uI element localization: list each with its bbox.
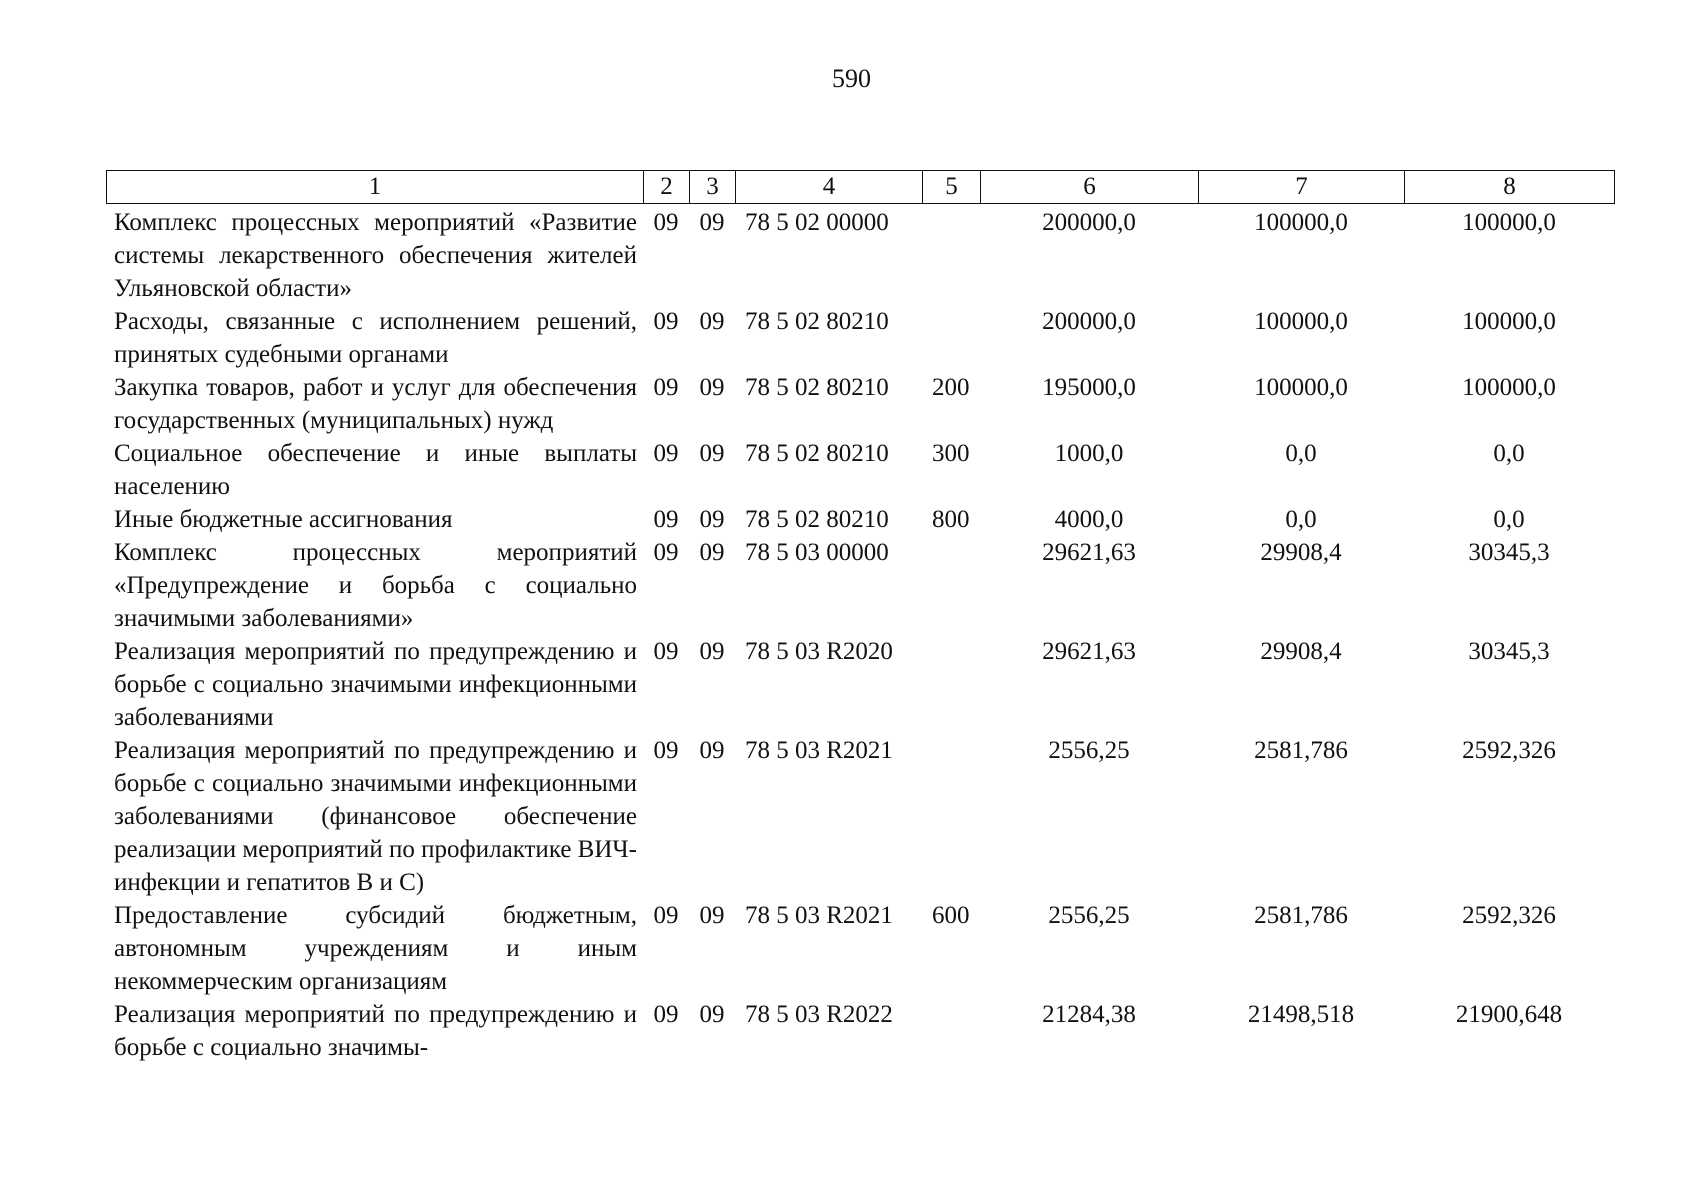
table-row	[106, 899, 1614, 998]
table-row	[106, 437, 1614, 503]
row-section: 09	[653, 440, 679, 467]
table-row	[106, 206, 1614, 305]
row-target-article: 78 5 03 R2021	[745, 902, 893, 929]
row-amount-col-6: 21284,38	[1042, 1001, 1136, 1028]
row-subsection: 09	[699, 638, 725, 665]
row-amount-col-8: 100000,0	[1462, 374, 1556, 401]
row-expense-type	[922, 998, 980, 1064]
row-name: Реализация мероприятий по предупреждению и борьбе с социально значимы-	[114, 1001, 637, 1061]
row-expense-type: 200	[932, 374, 970, 401]
row-target-article: 78 5 02 00000	[745, 209, 889, 236]
row-section: 09	[653, 506, 679, 533]
row-name: Иные бюджетные ассигнования	[114, 506, 453, 533]
table-row	[106, 734, 1614, 899]
table-row	[106, 305, 1614, 371]
row-expense-type	[922, 536, 980, 635]
row-amount-col-6: 29621,63	[1042, 539, 1136, 566]
row-subsection: 09	[699, 209, 725, 236]
row-section: 09	[653, 209, 679, 236]
row-subsection: 09	[699, 440, 725, 467]
header-col-2: 2	[644, 171, 690, 204]
row-amount-col-7: 2581,786	[1254, 737, 1348, 764]
page-number: 590	[832, 64, 871, 93]
row-subsection: 09	[699, 902, 725, 929]
header-col-1: 1	[107, 171, 644, 204]
header-col-8: 8	[1405, 171, 1615, 204]
row-section: 09	[653, 737, 679, 764]
column-header-table	[106, 170, 1615, 204]
row-target-article: 78 5 03 R2022	[745, 1001, 893, 1028]
table-row	[106, 503, 1614, 536]
row-expense-type	[922, 206, 980, 305]
table-body	[106, 206, 1614, 1064]
header-col-4: 4	[736, 171, 923, 204]
row-amount-col-8: 0,0	[1493, 440, 1525, 467]
row-amount-col-8: 2592,326	[1462, 737, 1556, 764]
row-target-article: 78 5 02 80210	[745, 440, 889, 467]
row-amount-col-6: 2556,25	[1048, 737, 1130, 764]
row-subsection: 09	[699, 506, 725, 533]
row-section: 09	[653, 374, 679, 401]
row-target-article: 78 5 03 R2020	[745, 638, 893, 665]
row-section: 09	[653, 638, 679, 665]
row-section: 09	[653, 902, 679, 929]
table-row	[106, 371, 1614, 437]
header-col-7: 7	[1199, 171, 1405, 204]
row-amount-col-8: 30345,3	[1468, 638, 1550, 665]
header-col-3: 3	[690, 171, 736, 204]
row-subsection: 09	[699, 539, 725, 566]
row-expense-type: 600	[932, 902, 970, 929]
row-expense-type	[922, 635, 980, 734]
row-amount-col-8: 0,0	[1493, 506, 1525, 533]
row-amount-col-7: 0,0	[1285, 440, 1317, 467]
row-subsection: 09	[699, 1001, 725, 1028]
row-name: Расходы, связанные с исполнением решений, принятых судебными органами	[114, 308, 637, 368]
row-subsection: 09	[699, 374, 725, 401]
row-amount-col-7: 29908,4	[1260, 539, 1342, 566]
row-name: Социальное обеспечение и иные выплаты населению	[114, 440, 637, 500]
row-expense-type	[922, 734, 980, 899]
row-target-article: 78 5 03 R2021	[745, 737, 893, 764]
row-amount-col-6: 200000,0	[1042, 209, 1136, 236]
row-amount-col-7: 100000,0	[1254, 308, 1348, 335]
row-amount-col-7: 29908,4	[1260, 638, 1342, 665]
header-col-5: 5	[923, 171, 981, 204]
table-row	[106, 998, 1614, 1064]
row-section: 09	[653, 539, 679, 566]
row-subsection: 09	[699, 737, 725, 764]
row-amount-col-6: 1000,0	[1054, 440, 1124, 467]
row-subsection: 09	[699, 308, 725, 335]
row-amount-col-8: 100000,0	[1462, 308, 1556, 335]
table-row	[106, 536, 1614, 635]
row-target-article: 78 5 02 80210	[745, 374, 889, 401]
row-amount-col-6: 29621,63	[1042, 638, 1136, 665]
header-col-6: 6	[981, 171, 1199, 204]
row-amount-col-7: 100000,0	[1254, 374, 1348, 401]
row-target-article: 78 5 02 80210	[745, 308, 889, 335]
row-name: Закупка товаров, работ и услуг для обеспечения государственных (муниципальных) нужд	[114, 374, 637, 434]
row-name: Комплекс процессных мероприятий «Предупреждение и борьба с социально значимыми заболеваниями»	[114, 539, 637, 632]
table-row	[106, 635, 1614, 734]
row-amount-col-6: 200000,0	[1042, 308, 1136, 335]
budget-table	[106, 206, 1614, 1064]
row-amount-col-8: 100000,0	[1462, 209, 1556, 236]
row-amount-col-6: 195000,0	[1042, 374, 1136, 401]
row-amount-col-6: 4000,0	[1054, 506, 1124, 533]
row-amount-col-8: 2592,326	[1462, 902, 1556, 929]
row-target-article: 78 5 03 00000	[745, 539, 889, 566]
row-expense-type: 300	[932, 440, 970, 467]
row-expense-type	[922, 305, 980, 371]
row-expense-type: 800	[932, 506, 970, 533]
row-section: 09	[653, 308, 679, 335]
row-target-article: 78 5 02 80210	[745, 506, 889, 533]
row-amount-col-8: 30345,3	[1468, 539, 1550, 566]
row-amount-col-7: 21498,518	[1247, 1001, 1355, 1028]
row-name: Комплекс процессных мероприятий «Развитие системы лекарственного обеспечения жителей Ульяновской области»	[114, 209, 637, 302]
row-name: Предоставление субсидий бюджетным, автономным учреждениям и иным некоммерческим организациям	[114, 902, 637, 995]
row-amount-col-7: 2581,786	[1254, 902, 1348, 929]
row-name: Реализация мероприятий по предупреждению и борьбе с социально значимыми инфекционными заболеваниями	[114, 638, 637, 731]
row-section: 09	[653, 1001, 679, 1028]
row-amount-col-7: 100000,0	[1254, 209, 1348, 236]
row-name: Реализация мероприятий по предупреждению и борьбе с социально значимыми инфекционными заболеваниями (финансовое обеспечение реализации мероприятий по профилактике ВИЧ-инфекции и гепатитов В и С)	[114, 737, 637, 896]
row-amount-col-8: 21900,648	[1455, 1001, 1563, 1028]
column-header-row	[107, 171, 1615, 204]
row-amount-col-7: 0,0	[1285, 506, 1317, 533]
row-amount-col-6: 2556,25	[1048, 902, 1130, 929]
